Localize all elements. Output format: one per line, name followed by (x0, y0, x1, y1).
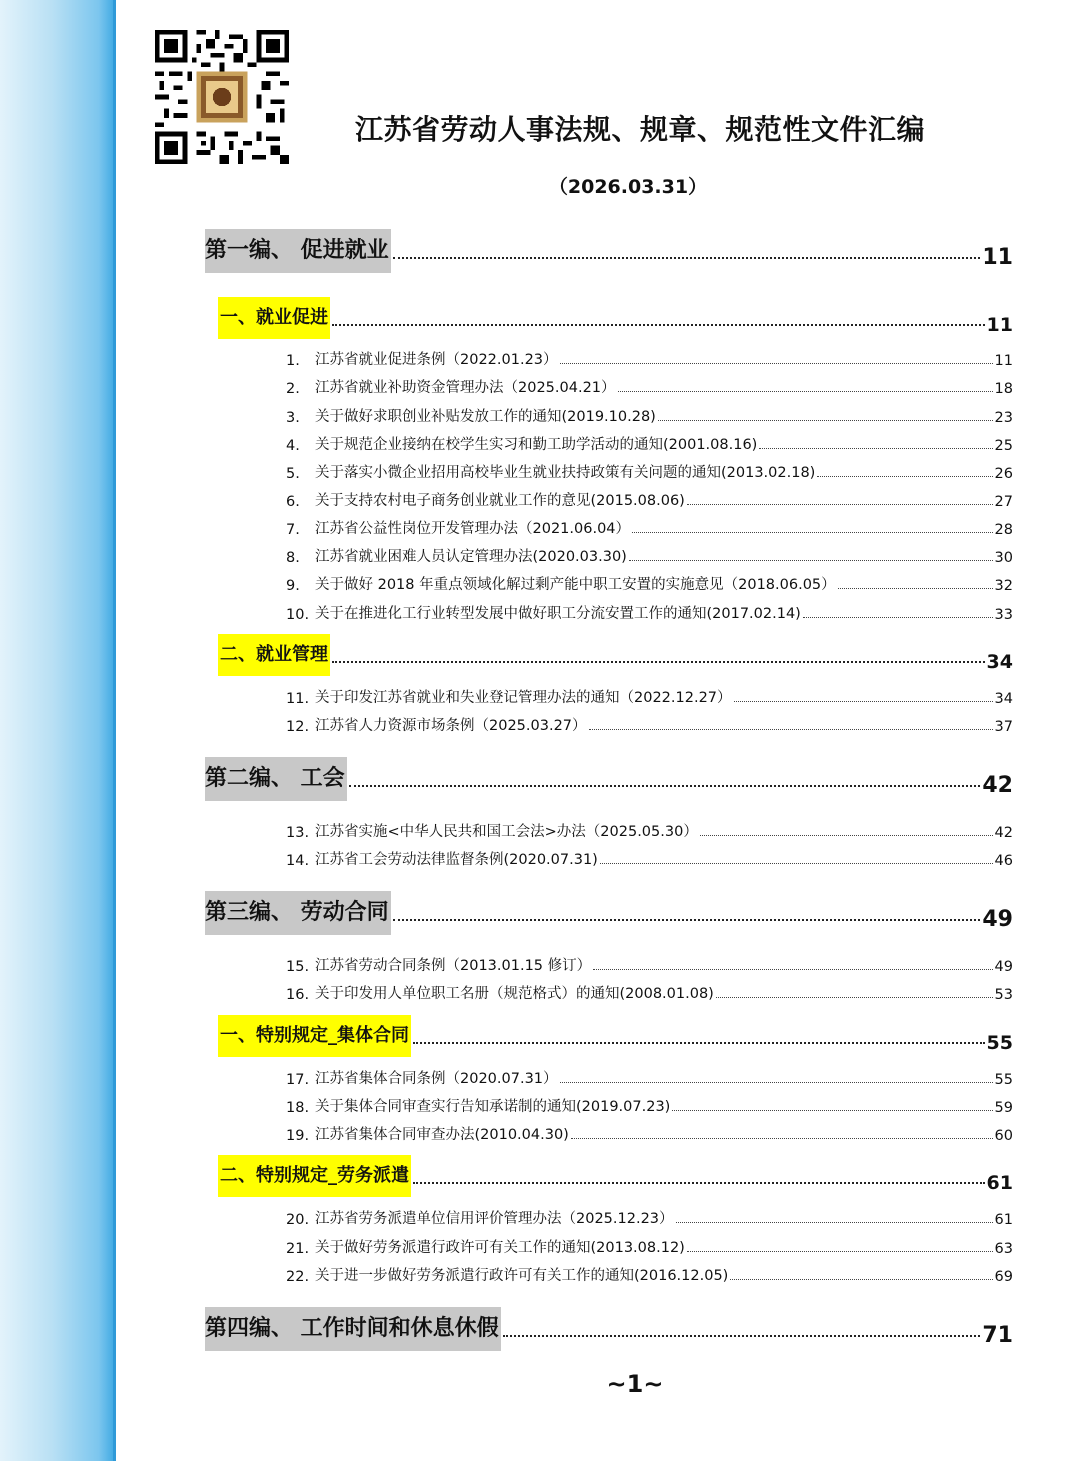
part-label: 第四编、 工作时间和休息休假 (205, 1307, 501, 1351)
dot-leader (618, 391, 993, 392)
dot-leader (730, 1279, 992, 1280)
toc-item[interactable] (286, 1124, 1013, 1144)
dot-leader (687, 1251, 993, 1252)
page-number: 30 (994, 550, 1013, 566)
toc-item[interactable] (286, 462, 1013, 482)
dot-leader (560, 1082, 993, 1083)
dot-leader (571, 1138, 993, 1139)
item-title: 江苏省就业促进条例（2022.01.23） (315, 352, 558, 368)
dot-leader (393, 919, 981, 921)
dot-leader (759, 448, 992, 449)
page-number: 60 (994, 1128, 1013, 1144)
toc-item[interactable] (286, 406, 1013, 426)
item-title: 江苏省就业补助资金管理办法（2025.04.21） (315, 380, 616, 396)
item-number: 20. (286, 1212, 310, 1228)
toc-item[interactable] (286, 603, 1013, 623)
item-number: 3. (286, 410, 300, 426)
item-number: 6. (286, 494, 300, 510)
item-title: 江苏省人力资源市场条例（2025.03.27） (315, 718, 587, 734)
item-number: 11. (286, 691, 310, 707)
dot-leader (803, 617, 993, 618)
side-decoration-edge (113, 0, 116, 1461)
item-title: 关于支持农村电子商务创业就业工作的意见(2015.08.06) (315, 493, 685, 509)
item-number: 21. (286, 1241, 310, 1257)
item-number: 1. (286, 353, 300, 369)
toc-item[interactable] (286, 1208, 1013, 1228)
dot-leader (600, 863, 993, 864)
item-number: 2. (286, 381, 300, 397)
dot-leader (349, 785, 981, 787)
toc-chapter-4[interactable] (218, 1155, 1013, 1197)
item-number: 19. (286, 1128, 310, 1144)
page-number: 11 (986, 314, 1013, 336)
part-label: 第一编、 促进就业 (205, 229, 391, 273)
page-number: 34 (986, 651, 1013, 673)
toc-item[interactable] (286, 715, 1013, 735)
page-number: 26 (994, 466, 1013, 482)
item-title: 江苏省集体合同条例（2020.07.31） (315, 1071, 558, 1087)
page-number: 55 (994, 1072, 1013, 1088)
item-title: 关于集体合同审查实行告知承诺制的通知(2019.07.23) (315, 1099, 671, 1115)
item-number: 5. (286, 466, 300, 482)
dot-leader (632, 532, 993, 533)
toc-item[interactable] (286, 983, 1013, 1003)
part-label: 第二编、 工会 (205, 757, 347, 801)
page-number: 11 (982, 245, 1013, 270)
page-number: 53 (994, 987, 1013, 1003)
page-number: 18 (994, 381, 1013, 397)
page-number: 59 (994, 1100, 1013, 1116)
item-title: 关于进一步做好劳务派遣行政许可有关工作的通知(2016.12.05) (315, 1268, 729, 1284)
item-title: 江苏省就业困难人员认定管理办法(2020.03.30) (315, 549, 627, 565)
toc-item[interactable] (286, 1265, 1013, 1285)
dot-leader (700, 835, 993, 836)
toc-part-3[interactable] (205, 891, 1013, 935)
item-number: 12. (286, 719, 310, 735)
page-number: 33 (994, 607, 1013, 623)
item-number: 14. (286, 853, 310, 869)
page-number: 11 (994, 353, 1013, 369)
item-title: 关于在推进化工行业转型发展中做好职工分流安置工作的通知(2017.02.14) (315, 606, 801, 622)
document-date: （2026.03.31） (548, 176, 708, 198)
item-number: 22. (286, 1269, 310, 1285)
toc-item[interactable] (286, 490, 1013, 510)
chapter-label: 二、就业管理 (218, 634, 330, 676)
chapter-label: 一、就业促进 (218, 297, 330, 339)
item-title: 关于印发江苏省就业和失业登记管理办法的通知（2022.12.27） (315, 690, 732, 706)
page-number: 69 (994, 1269, 1013, 1285)
dot-leader (676, 1222, 993, 1223)
page-number: 55 (986, 1032, 1013, 1054)
item-title: 关于做好 2018 年重点领域化解过剩产能中职工安置的实施意见（2018.06.05） (315, 577, 836, 593)
item-number: 4. (286, 438, 300, 454)
page-number: 34 (994, 691, 1013, 707)
toc-item[interactable] (286, 546, 1013, 566)
item-title: 关于规范企业接纳在校学生实习和勤工助学活动的通知(2001.08.16) (315, 437, 758, 453)
toc-item[interactable] (286, 687, 1013, 707)
toc-item[interactable] (286, 434, 1013, 454)
item-number: 7. (286, 522, 300, 538)
item-title: 江苏省劳动合同条例（2013.01.15 修订） (315, 958, 592, 974)
page-number: 61 (986, 1172, 1013, 1194)
item-title: 关于落实小微企业招用高校毕业生就业扶持政策有关问题的通知(2013.02.18) (315, 465, 816, 481)
toc-chapter-1[interactable] (218, 297, 1013, 339)
page-number: 61 (994, 1212, 1013, 1228)
chapter-label: 一、特别规定_集体合同 (218, 1015, 411, 1057)
page-number: 63 (994, 1241, 1013, 1257)
dot-leader (589, 729, 993, 730)
dot-leader (593, 969, 992, 970)
dot-leader (560, 363, 993, 364)
toc-item[interactable] (286, 377, 1013, 397)
item-title: 关于做好求职创业补贴发放工作的通知(2019.10.28) (315, 409, 656, 425)
dot-leader (687, 504, 993, 505)
dot-leader (658, 420, 993, 421)
page-number: 49 (994, 959, 1013, 975)
item-number: 16. (286, 987, 310, 1003)
toc-item[interactable] (286, 1237, 1013, 1257)
toc-item[interactable] (286, 1096, 1013, 1116)
dot-leader (393, 257, 981, 259)
item-title: 关于做好劳务派遣行政许可有关工作的通知(2013.08.12) (315, 1240, 685, 1256)
item-number: 10. (286, 607, 310, 623)
item-number: 8. (286, 550, 300, 566)
dot-leader (332, 324, 985, 326)
dot-leader (716, 997, 993, 998)
page-number: 28 (994, 522, 1013, 538)
chapter-label: 二、特别规定_劳务派遣 (218, 1155, 411, 1197)
toc-chapter-2[interactable] (218, 634, 1013, 676)
toc-item[interactable] (286, 349, 1013, 369)
toc-item[interactable] (286, 574, 1013, 594)
page-number: 49 (982, 907, 1013, 932)
part-label: 第三编、 劳动合同 (205, 891, 391, 935)
page-number: 46 (994, 853, 1013, 869)
toc-item[interactable] (286, 1068, 1013, 1088)
toc-item[interactable] (286, 518, 1013, 538)
toc-item[interactable] (286, 849, 1013, 869)
dot-leader (672, 1110, 992, 1111)
item-number: 15. (286, 959, 310, 975)
toc-chapter-3[interactable] (218, 1015, 1013, 1057)
item-title: 江苏省劳务派遣单位信用评价管理办法（2025.12.23） (315, 1211, 674, 1227)
page-number: 42 (994, 825, 1013, 841)
item-number: 13. (286, 825, 310, 841)
item-title: 关于印发用人单位职工名册（规范格式）的通知(2008.01.08) (315, 986, 714, 1002)
item-number: 18. (286, 1100, 310, 1116)
dot-leader (817, 476, 992, 477)
item-number: 17. (286, 1072, 310, 1088)
toc-part-2[interactable] (205, 757, 1013, 801)
item-title: 江苏省实施<中华人民共和国工会法>办法（2025.05.30） (315, 824, 698, 840)
page-footer-number: ~1~ (606, 1370, 664, 1398)
item-title: 江苏省公益性岗位开发管理办法（2021.06.04） (315, 521, 631, 537)
page-title: 江苏省劳动人事法规、规章、规范性文件汇编 (354, 113, 925, 146)
toc-item[interactable] (286, 821, 1013, 841)
item-title: 江苏省工会劳动法律监督条例(2020.07.31) (315, 852, 598, 868)
dot-leader (332, 661, 985, 663)
toc-part-1[interactable] (205, 229, 1013, 273)
dot-leader (734, 701, 993, 702)
dot-leader (413, 1182, 985, 1184)
dot-leader (503, 1335, 981, 1337)
page-number: 71 (982, 1323, 1013, 1348)
page-number: 27 (994, 494, 1013, 510)
toc-item[interactable] (286, 955, 1013, 975)
page-number: 42 (982, 773, 1013, 798)
toc-part-4[interactable] (205, 1307, 1013, 1351)
dot-leader (629, 560, 993, 561)
page-number: 25 (994, 438, 1013, 454)
qr-code-icon (155, 30, 289, 164)
item-title: 江苏省集体合同审查办法(2010.04.30) (315, 1127, 569, 1143)
item-number: 9. (286, 578, 300, 594)
side-decoration-bar (0, 0, 116, 1461)
dot-leader (838, 588, 993, 589)
page-number: 32 (994, 578, 1013, 594)
dot-leader (413, 1042, 985, 1044)
page-number: 23 (994, 410, 1013, 426)
page-number: 37 (994, 719, 1013, 735)
